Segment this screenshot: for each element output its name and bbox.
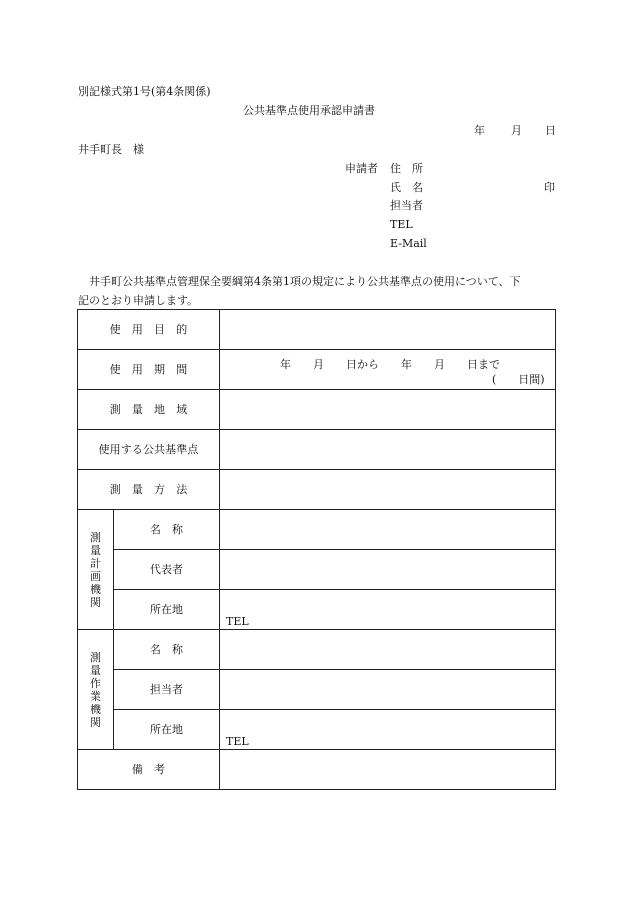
application-table [77,309,556,790]
purpose-field[interactable] [220,310,556,350]
area-label: 測 量 地 域 [78,390,220,430]
date-year: 年 [474,124,485,137]
body-line-1: 井手町公共基準点管理保全要綱第4条第1項の規定により公共基準点の使用について、下 [89,275,521,288]
applicant-tel: TEL [390,218,413,231]
working-contact-field[interactable] [220,670,556,710]
planning-name-field[interactable] [220,510,556,550]
points-label: 使用する公共基準点 [78,430,220,470]
row-working-loc [78,710,556,750]
working-loc-field[interactable] [220,710,556,750]
row-points [78,430,556,470]
addressee: 井手町長 様 [78,143,144,156]
row-planning-name [78,510,556,550]
applicant-name: 氏 名 [390,181,423,194]
body-paragraph [78,272,556,310]
row-area [78,390,556,430]
period-label: 使 用 期 間 [78,350,220,390]
period-days: ( 日間) [492,373,545,386]
working-org-label [78,630,114,750]
planning-rep-field[interactable] [220,550,556,590]
planning-org-label [78,510,114,630]
applicant-contact: 担当者 [390,199,423,212]
seal-mark: 印 [544,181,555,194]
row-planning-loc [78,590,556,630]
period-dates: 年 月 日から 年 月 日まで [280,358,501,371]
remarks-label: 備 考 [78,750,220,790]
applicant-label: 申請者 [345,162,378,175]
working-org-text: 測量作業機関 [90,650,101,729]
planning-tel-label: TEL [226,615,249,628]
planning-rep-label: 代表者 [114,550,220,590]
planning-org-text: 測量計画機関 [90,530,101,609]
remarks-field[interactable] [220,750,556,790]
row-method [78,470,556,510]
row-working-contact [78,670,556,710]
working-contact-label: 担当者 [114,670,220,710]
row-period [78,350,556,390]
applicant-address: 住 所 [390,162,423,175]
date-month: 月 [511,124,522,137]
area-field[interactable] [220,390,556,430]
points-field[interactable] [220,430,556,470]
working-tel-label: TEL [226,735,249,748]
document-title: 公共基準点使用承認申請書 [243,104,375,117]
planning-loc-label: 所在地 [114,590,220,630]
applicant-email: E-Mail [390,237,427,250]
method-field[interactable] [220,470,556,510]
working-name-label: 名 称 [114,630,220,670]
form-number: 別記様式第1号(第4条関係) [78,85,211,98]
period-field[interactable] [220,350,556,390]
purpose-label: 使 用 目 的 [78,310,220,350]
working-loc-label: 所在地 [114,710,220,750]
row-working-name [78,630,556,670]
body-line-2: 記のとおり申請します。 [78,294,199,307]
date-day: 日 [545,124,556,137]
row-remarks [78,750,556,790]
planning-name-label: 名 称 [114,510,220,550]
row-planning-rep [78,550,556,590]
working-name-field[interactable] [220,630,556,670]
row-purpose [78,310,556,350]
method-label: 測 量 方 法 [78,470,220,510]
planning-loc-field[interactable] [220,590,556,630]
